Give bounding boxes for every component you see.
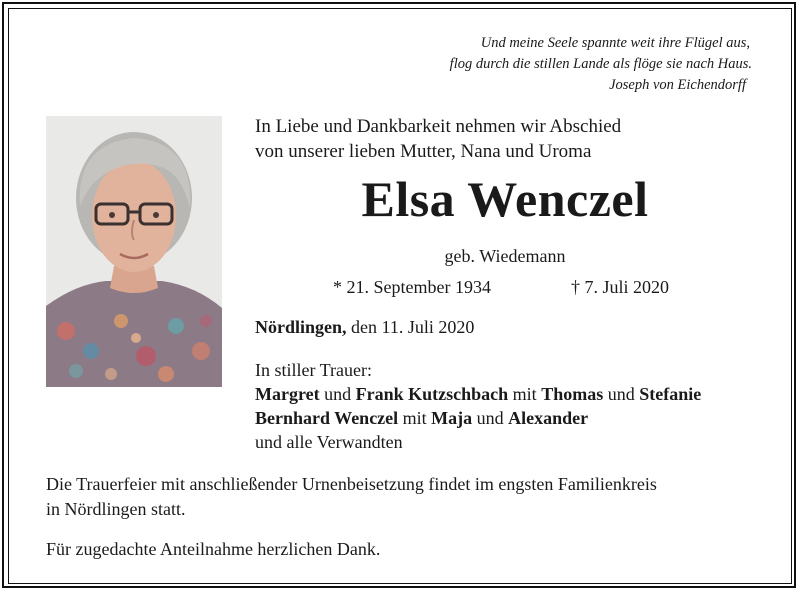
- connector-text: und: [603, 384, 640, 404]
- thanks-line: Für zugedachte Anteilnahme herzlichen Dank.: [46, 539, 381, 559]
- funeral-line: in Nördlingen statt.: [46, 499, 186, 519]
- intro-line: In Liebe und Dankbarkeit nehmen wir Abschied: [255, 116, 622, 137]
- quote-author: Joseph von Eichendorff: [609, 77, 746, 93]
- mourner-name: Alexander: [508, 408, 589, 428]
- mourners-heading: In stiller Trauer:: [255, 360, 372, 380]
- connector-text: und: [472, 408, 509, 428]
- mourners-block: [255, 358, 701, 454]
- mourners-row: [255, 406, 701, 430]
- place-date: [255, 317, 474, 338]
- death-date: † 7. Juli 2020: [571, 277, 670, 297]
- portrait-photo: [46, 116, 222, 387]
- mourner-name: Maja: [431, 408, 473, 428]
- deceased-name: Elsa Wenczel: [361, 171, 649, 227]
- funeral-notice: [46, 472, 766, 522]
- quote-line: Und meine Seele spannte weit ihre Flügel aus,: [480, 35, 750, 51]
- connector-text: und: [319, 384, 356, 404]
- intro-line: von unserer lieben Mutter, Nana und Uroma: [255, 141, 592, 162]
- poem-quote: [352, 33, 752, 96]
- maiden-name: geb. Wiedemann: [444, 246, 566, 266]
- notice-date: den 11. Juli 2020: [346, 317, 475, 337]
- farewell-intro: [255, 114, 621, 164]
- mourner-name: Thomas: [541, 384, 604, 404]
- connector-text: mit: [398, 408, 432, 428]
- funeral-line: Die Trauerfeier mit anschließender Urnenbeisetzung findet im engsten Familienkreis: [46, 474, 657, 494]
- mourner-name: Bernhard Wenczel: [255, 408, 399, 428]
- mourner-name: Stefanie: [639, 384, 702, 404]
- mourner-name: Margret: [255, 384, 320, 404]
- birth-date: * 21. September 1934: [333, 277, 491, 297]
- mourners-row: [255, 382, 701, 406]
- quote-line: flog durch die stillen Lande als flöge sie nach Haus.: [449, 56, 752, 72]
- mourner-name: Frank Kutzschbach: [355, 384, 509, 404]
- mourners-closing: und alle Verwandten: [255, 432, 403, 452]
- connector-text: mit: [508, 384, 542, 404]
- place-name: Nördlingen,: [255, 317, 347, 337]
